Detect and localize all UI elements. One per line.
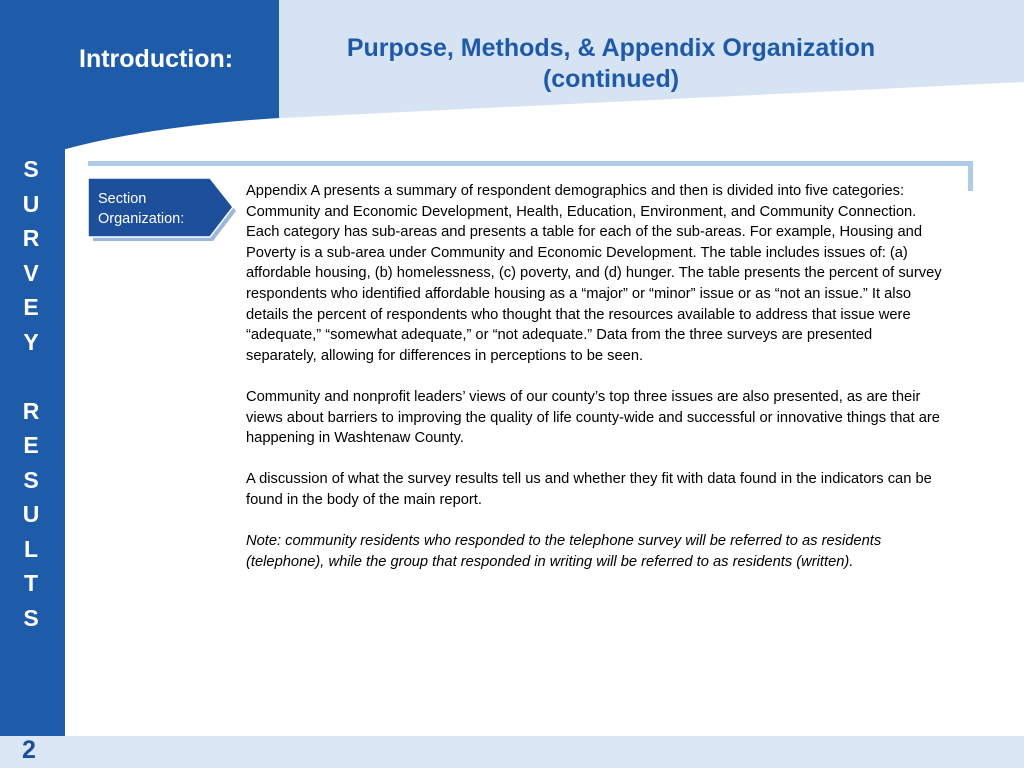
sidebar-letter: S — [23, 604, 39, 631]
vertical-sidebar-text — [0, 152, 62, 635]
section-title: Introduction: — [79, 45, 234, 73]
sidebar-letter: L — [23, 535, 39, 562]
paragraph: Appendix A presents a summary of respondent demographics and then is divided into five categories: Community and Economic Development, Health, Education, Environment, and Community Connection. Each category has sub-areas and presents a table for each of the sub-areas. For example, Housing and Poverty is a sub-area under Community and Economic Development. The table includes issues of: (a) affordable housing, (b) homelessness, (c) poverty, and (d) hunger. The table presents the percent of survey respondents who identified affordable housing as a “major” or “minor” issue or as “not an issue.” It also details the percent of respondents who thought that the resources available to address that issue were “adequate,” “somewhat adequate,” or “not adequate.” Data from the three surveys are presented separately, allowing for differences in perceptions to be seen. — [246, 183, 942, 364]
page-number: 2 — [22, 736, 36, 764]
sidebar-letter: Y — [23, 328, 39, 355]
sidebar-letter: T — [23, 570, 39, 596]
sidebar-letter: U — [22, 190, 40, 217]
sidebar-spacer — [0, 359, 62, 394]
page-title: Purpose, Methods, & Appendix Organization (continued) — [346, 34, 876, 93]
sidebar-letter: S — [23, 466, 39, 493]
paragraph: Community and nonprofit leaders’ views of our county’s top three issues are also presented, as are their views about barriers to improving the quality of life county-wide and successful or innovative things that are happening in Washtenaw County. — [246, 388, 940, 447]
sidebar-letter: E — [23, 432, 39, 458]
body-content — [246, 181, 946, 593]
section-organization-tag: Section Organization: — [98, 191, 185, 227]
sidebar-letter: S — [23, 156, 39, 182]
note-paragraph: Note: community residents who responded to the telephone survey will be referred to as residents (telephone), while the group that responded in writing will be referred to as residents (written). — [246, 533, 882, 570]
sidebar-letter: E — [23, 294, 39, 320]
sidebar-letter: V — [23, 259, 39, 286]
sidebar-letter: R — [22, 225, 40, 251]
sidebar-letter: R — [22, 397, 40, 424]
paragraph: A discussion of what the survey results tell us and whether they fit with data found in the indicators can be found in the body of the main report. — [246, 471, 932, 508]
sidebar-letter: U — [22, 501, 40, 527]
